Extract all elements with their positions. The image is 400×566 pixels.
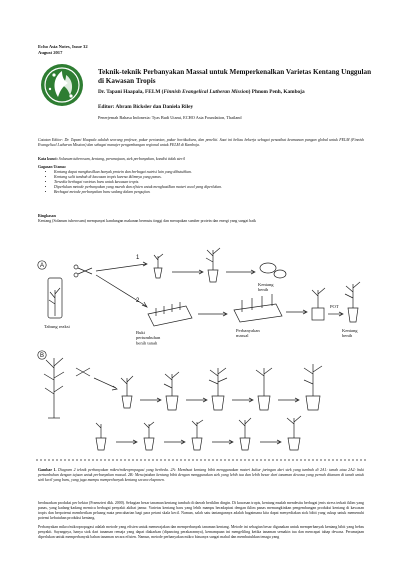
pot-icon [208, 270, 218, 282]
propagation-diagram [36, 228, 366, 466]
mass-propagation-label: Perbanyakan massal [236, 328, 260, 339]
pot-icon [96, 438, 106, 450]
main-ideas-heading: Gagasan Utama: [38, 165, 66, 169]
test-tube-label: Tabung reaksi [44, 324, 70, 329]
main-ideas-list [46, 170, 374, 195]
pot-icon [288, 438, 300, 450]
summary-text: Kentang (Solanum tuberosum) mempunyai kandungan makanan bermutu tinggi dan merupakan sumber protein dan energi yang sangat baik [38, 219, 256, 223]
pot-icon [348, 308, 358, 322]
pot-label: POT [330, 304, 339, 309]
issue-info [38, 44, 118, 56]
pot-icon [144, 438, 154, 450]
pot-icon [258, 396, 270, 410]
seedling-tray-label: Buki pertumbuhan benih tanah [136, 330, 161, 346]
authors-prefix: Dr. Tapani Haapala, FELM ( [98, 89, 164, 95]
arrow-path-1 [96, 264, 146, 271]
pot-icon [312, 308, 324, 320]
journal-name: Echo Asia Notes, Issue 32 [38, 44, 88, 49]
body-paragraph: Perbanyakan mikro/mikropropagasi adalah metode yang efisien untuk memerajakan dan memperbanyak tanaman kentang. Metode ini sebagian besar digunakan untuk memperbanyak kentang bibit yang bebas penyakit. Sayangnya, hanya stok dari tanaman remaja yang dapat diakarkan (dipancing perakarannya), kemampuan ini mengeliling ketika tanaman semakin tua dan mencapai tahap dewasa. Perumajaan diperlukan untuk memperbanyak bahan tanaman secara efisien. Namun, metode perbanyakan mikro biasanya sangat mahal dan membutuhkan tenaga yang [38, 525, 364, 539]
seed-potato-icon [260, 263, 276, 273]
mass-propagation-tray-icon [234, 304, 282, 322]
pot-icon [192, 438, 202, 450]
echo-asia-logo [40, 63, 84, 107]
seed-potato-label: Kentang benih [258, 282, 274, 293]
main-idea-item: • Diperlukan metode perbanyakan yang murah dan efisien untuk menghasilkan materi awal yang diperlukan. [54, 185, 374, 190]
figure-label-a: A [40, 263, 45, 269]
caption-label: Gambar 1. [38, 468, 57, 472]
editor-note: Catatan Editor: Dr. Tapani Haapala adalah seorang profesor, pakar pertanian, pakar hortikultura, dan peneliti. Saat ini beliau bekerja sebagai penasihat keamanan pangan global untuk FELM (Finnish Evangelical Lutheran Mission) dan sebagai manajer pengembangan regional untuk FELM di Kamboja. [38, 138, 364, 147]
keywords-list: Solanum tuberosum, kentang, perumajaan, stek perbanyakan, kondisi tidak steril [58, 157, 185, 161]
pot-icon [212, 396, 224, 410]
keywords-label: Kata kunci: [38, 157, 58, 161]
seedling-tray-icon [148, 306, 192, 326]
figure-label-b: B [40, 353, 45, 359]
pot-icon [122, 396, 132, 408]
plantlet-icon [49, 288, 60, 316]
figure-caption [38, 468, 364, 483]
pot-icon [240, 438, 250, 450]
main-idea-item: • Berbagai metode perbanyakan baru sedang dalam pengujian. [54, 190, 374, 195]
diagram-svg [36, 228, 366, 466]
summary-heading: Ringkasan [38, 214, 56, 218]
article-editors: Editor: Abram Bicksler dan Daniela Riley [98, 104, 194, 110]
article-title: Teknik-teknik Perbanyakan Massal untuk Memperkenalkan Varietas Kentang Unggulan di Kawasan Tropis [98, 68, 372, 85]
main-idea-item: • Kentang dapat menghasilkan banyak protein dan berbagai nutrisi lain yang dibutuhkan. [54, 170, 374, 175]
mature-plant-icon [44, 358, 64, 418]
main-idea-item: • Kentang sulit tumbuh di kawasan tropis karena iklimnya yang panas. [54, 175, 374, 180]
body-paragraph: berdasarkan produksi per hektar (Fraenzieri dkk. 2000). Sebagian besar tanaman kentang tumbuh di daerah beriklim dingin. Di kawasan tropis, kentang mudah mendesitu berbagai jenis stress terkait iklim yang panas, yang kadang-kadang memicu berbagai penyakit akibat jamur. Varietas kentang baru yang lebih mampu beradaptasi dengan iklim panas memungkinkan pengembangan produksi kentang di kawasan tropis dan berpotensi memberikan peluang mata pencaharian bagi para petani skala kecil. Namun, salah satu tantangannya adalah bagaimana kita dapat menyediakan stok bibit yang cukup untuk memenuhi potensi kebutuhan produksi kentang. [38, 501, 364, 520]
article-authors [98, 89, 378, 95]
keywords [38, 157, 364, 162]
figure-path-2-number: 2 [136, 298, 140, 304]
figure-path-1-number: 1 [136, 255, 140, 261]
seed-potato-label-2: Kentang benih [342, 328, 358, 339]
authors-organization: Finnish Evangelical Lutheran Mission [163, 89, 249, 95]
scissors-icon [78, 268, 92, 274]
caption-text: Diagram 2 teknik perbanyakan mikro/mikropropagasi yang berbeda. 2A: Membuat kentang bibit menggunakan materi kultur jaringan dari stek yang tumbuh di 2A1: tanah atau 2A2: buki pertumbuhan dengan tujuan untuk perbanyakan massal. 2B: Menciptakan kentang bibit dengan menggunakan stek yang lebih tua dan lebih besar dari tanaman dewasa yang pernah ditanam di tanah untuk stek kecil yang baru, yang juga mampu memperbanyak kentang secara eksponen. [38, 468, 364, 482]
pot-icon [306, 396, 320, 410]
authors-suffix: ) Phnom Penh, Kamboja [248, 89, 305, 95]
pot-icon [154, 268, 162, 278]
issue-date: August 2017 [38, 50, 63, 55]
pot-icon [166, 396, 178, 410]
article-translator: Penerjemah Bahasa Indonesia: Tyas Budi Utami, ECHO Asia Foundation, Thailand [98, 115, 242, 120]
scissors-icon [76, 368, 90, 376]
main-idea-item: • Tersedia berbagai varietas baru untuk kawasan tropis. [54, 180, 374, 185]
